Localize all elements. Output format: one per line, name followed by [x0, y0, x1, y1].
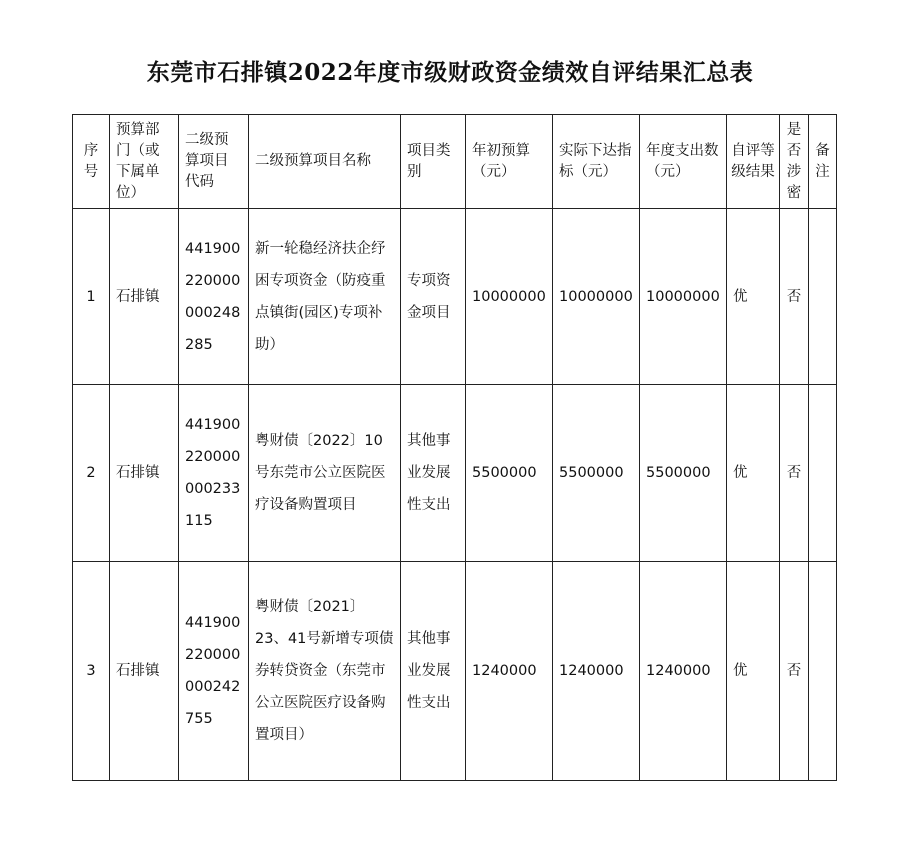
table-row [73, 385, 837, 562]
cell-type: 其他事业发展性支出 [401, 385, 466, 562]
cell-name: 粤财债〔2022〕10号东莞市公立医院医疗设备购置项目 [249, 385, 401, 562]
table-row [73, 209, 837, 385]
cell-annual-expense: 1240000 [640, 562, 727, 781]
cell-grade: 优 [727, 209, 780, 385]
cell-code: 441900220000000233115 [179, 385, 249, 562]
cell-annual-expense: 5500000 [640, 385, 727, 562]
header-seq: 序号 [73, 115, 110, 209]
cell-dept: 石排镇 [110, 562, 179, 781]
cell-secret: 否 [780, 385, 809, 562]
cell-secret: 否 [780, 562, 809, 781]
page-title: 东莞市石排镇2022年度市级财政资金绩效自评结果汇总表 [146, 59, 754, 86]
header-code: 二级预算项目代码 [179, 115, 249, 209]
header-remark: 备注 [809, 115, 837, 209]
header-name: 二级预算项目名称 [249, 115, 401, 209]
summary-table [72, 114, 837, 781]
cell-dept: 石排镇 [110, 209, 179, 385]
cell-actual-target: 5500000 [553, 385, 640, 562]
cell-initial-budget: 1240000 [466, 562, 553, 781]
header-grade: 自评等级结果 [727, 115, 780, 209]
header-initial-budget: 年初预算（元） [466, 115, 553, 209]
cell-remark [809, 562, 837, 781]
cell-type: 专项资金项目 [401, 209, 466, 385]
header-type: 项目类别 [401, 115, 466, 209]
header-annual-expense: 年度支出数（元） [640, 115, 727, 209]
cell-annual-expense: 10000000 [640, 209, 727, 385]
cell-code: 441900220000000248285 [179, 209, 249, 385]
cell-secret: 否 [780, 209, 809, 385]
table-header-row [73, 115, 837, 209]
cell-grade: 优 [727, 562, 780, 781]
cell-code: 441900220000000242755 [179, 562, 249, 781]
cell-name: 粤财债〔2021〕23、41号新增专项债券转贷资金（东莞市公立医院医疗设备购置项目） [249, 562, 401, 781]
cell-actual-target: 10000000 [553, 209, 640, 385]
cell-initial-budget: 5500000 [466, 385, 553, 562]
header-secret: 是否涉密 [780, 115, 809, 209]
cell-grade: 优 [727, 385, 780, 562]
cell-seq: 3 [73, 562, 110, 781]
cell-initial-budget: 10000000 [466, 209, 553, 385]
header-actual-target: 实际下达指标（元） [553, 115, 640, 209]
header-dept: 预算部门（或下属单位） [110, 115, 179, 209]
cell-name: 新一轮稳经济扶企纾困专项资金（防疫重点镇街(园区)专项补助） [249, 209, 401, 385]
cell-seq: 2 [73, 385, 110, 562]
cell-remark [809, 385, 837, 562]
cell-seq: 1 [73, 209, 110, 385]
cell-remark [809, 209, 837, 385]
table-row [73, 562, 837, 781]
cell-dept: 石排镇 [110, 385, 179, 562]
cell-actual-target: 1240000 [553, 562, 640, 781]
cell-type: 其他事业发展性支出 [401, 562, 466, 781]
